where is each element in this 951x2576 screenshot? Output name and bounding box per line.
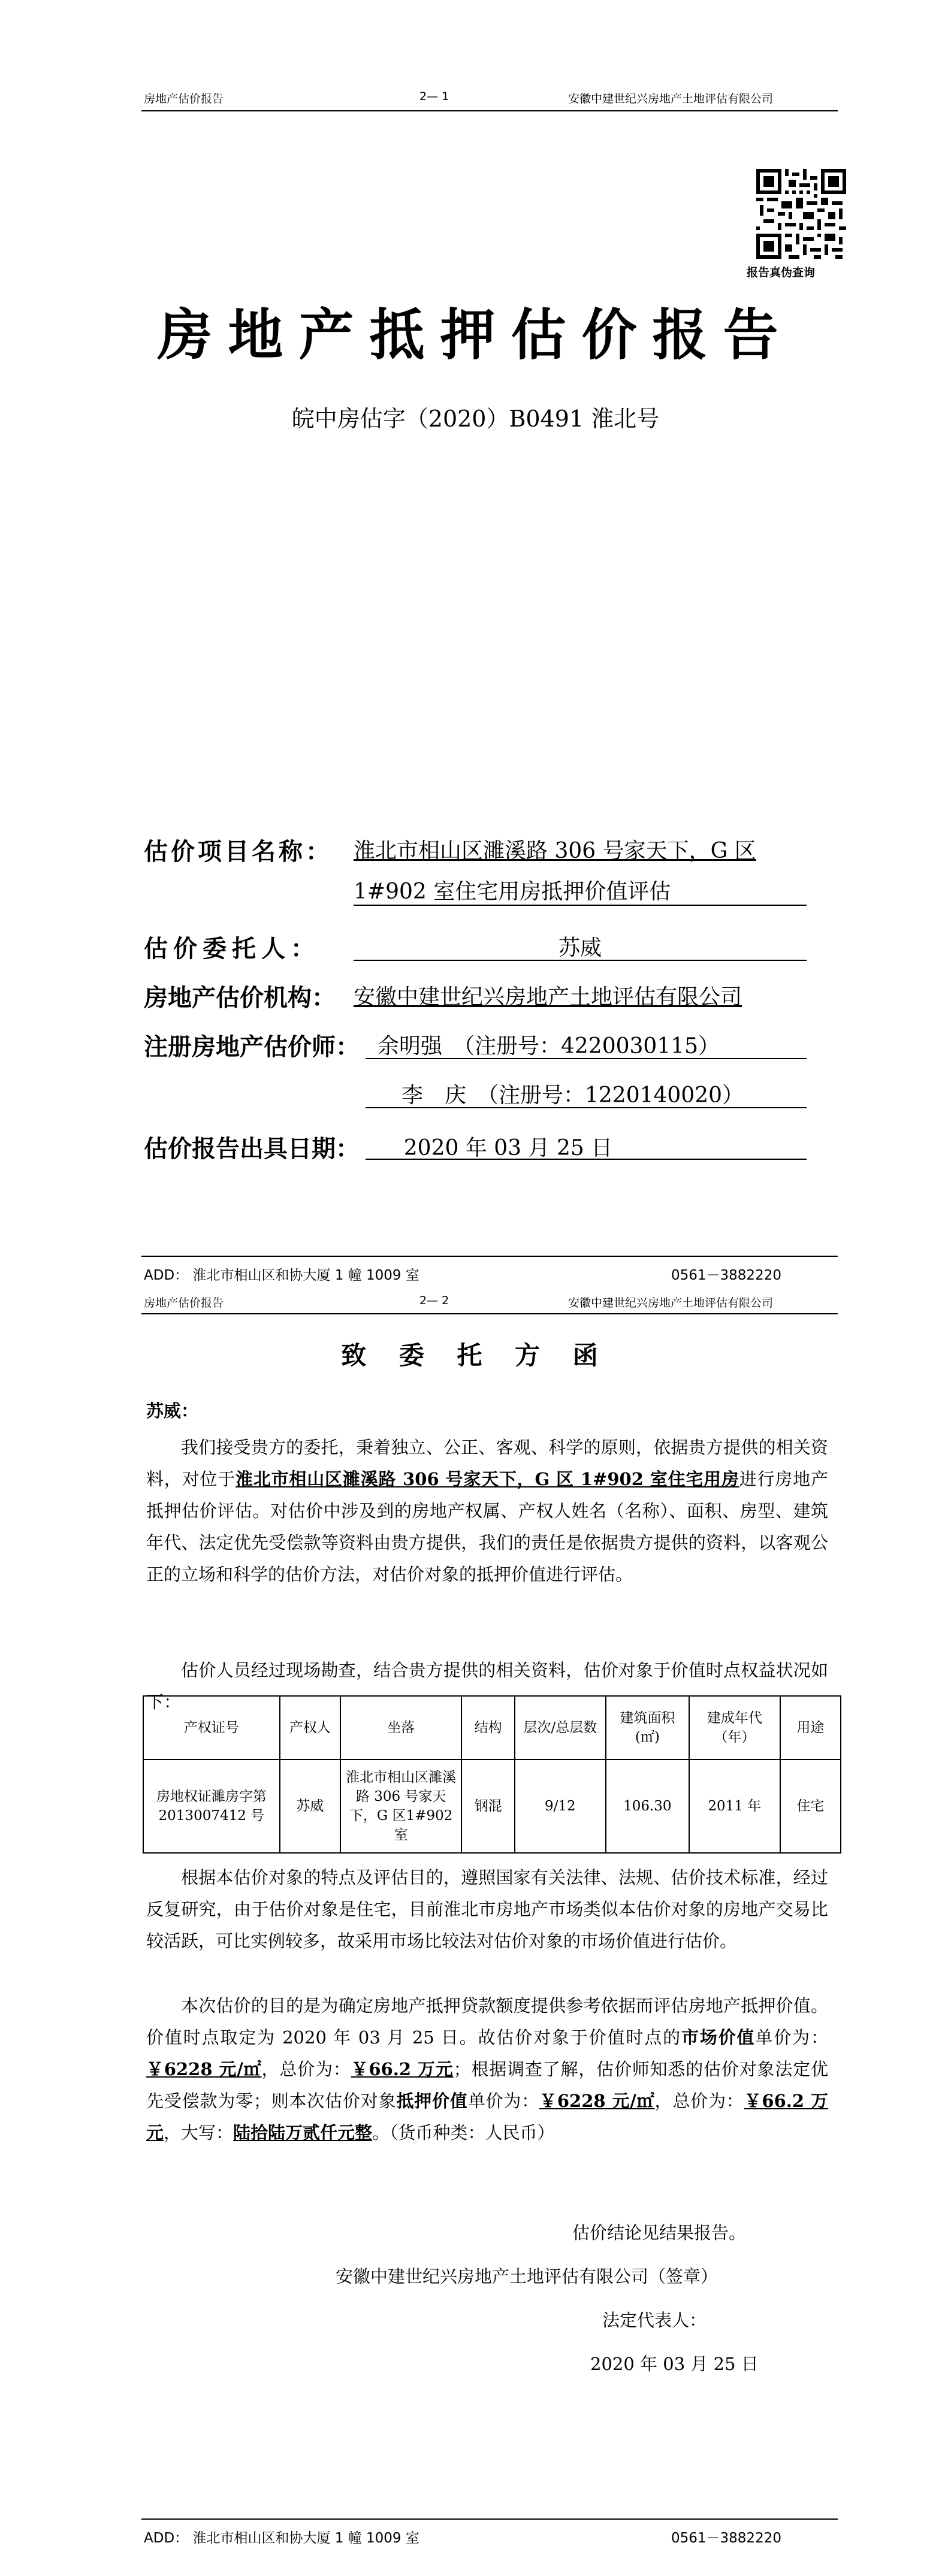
property-address-emphasis: 淮北市相山区濉溪路 306 号家天下，G 区 1#902 室住宅用房 [236,1469,739,1489]
agency-value: 安徽中建世纪兴房地产土地评估有限公司 [354,985,742,1009]
page1-header-left: 房地产估价报告 [144,92,224,105]
table-header: 层次/总层数 [515,1696,606,1759]
qr-code-icon [756,169,846,259]
table-row [143,1759,841,1853]
appraiser-label: 注册房地产估价师： [144,1033,360,1061]
appraiser-1-underline [366,1058,807,1059]
page1-header-page-number: 2— 1 [419,90,449,103]
page1-header-right: 安徽中建世纪兴房地产土地评估有限公司 [568,92,774,105]
page2-header-right: 安徽中建世纪兴房地产土地评估有限公司 [568,1296,774,1310]
table-cell: 房地权证濉房字第2013007412 号 [143,1759,280,1853]
project-name-label: 估价项目名称： [144,837,333,866]
page2-footer-phone: 0561－3882220 [671,2530,781,2546]
table-header-row [143,1696,841,1759]
table-header: 产权人 [280,1696,340,1759]
table-header: 坐落 [340,1696,461,1759]
para4-text-e: ，总价为： [261,2059,351,2079]
closing-date: 2020 年 03 月 25 日 [590,2354,759,2374]
closing-line-1: 估价结论见结果报告。 [572,2223,747,2243]
table-header: 产权证号 [143,1696,280,1759]
table-header: 建成年代（年） [689,1696,780,1759]
project-name-underline [354,905,807,906]
para4-text-c: 单价为： [755,2027,828,2048]
project-name-value-line1: 淮北市相山区濉溪路 306 号家天下，G 区 [354,839,756,863]
property-rights-table [143,1695,841,1854]
report-date-underline [366,1159,807,1160]
mortgage-value-label: 抵押价值 [396,2091,468,2111]
report-date-value: 2020 年 03 月 25 日 [403,1136,613,1160]
page1-footer-rule [141,1256,838,1257]
mortgage-total-price: ￥66.2 万元 [146,2091,828,2143]
appraiser-2-underline [366,1107,807,1108]
table-cell: 淮北市相山区濉溪路 306 号家天下，G 区1#902 室 [340,1759,461,1853]
project-name-value-line2: 1#902 室住宅用房抵押价值评估 [354,879,671,904]
report-date-label: 估价报告出具日期： [144,1135,360,1163]
page2-footer-rule [141,2518,838,2520]
agency-label: 房地产估价机构： [144,984,336,1012]
letter-paragraph-3: 根据本估价对象的特点及评估目的，遵照国家有关法律、法规、估价技术标准，经过反复研究，由于估价对象是住宅，目前淮北市房地产市场类似本估价对象的房地产交易比较活跃，可比实例较多，故采用市场比较法对估价对象的市场价值进行估价。 [146,1867,828,1951]
para4-text-a: 本次估价的目的是为确定房地产抵押贷款额度提供参考依据而评估房地产抵押价值。价值时点取定为 2020 年 03 月 25 日。故估价对象于价值时点的 [146,1996,828,2048]
table-cell: 苏威 [280,1759,340,1853]
table-header: 建筑面积(㎡) [606,1696,689,1759]
market-total-price: ￥66.2 万元 [351,2059,454,2079]
closing-line-3: 法定代表人： [602,2310,707,2330]
letter-paragraph-1 [146,1432,828,1591]
amount-in-words: 陆拾陆万贰仟元整 [233,2123,373,2143]
para4-text-g: ；根据调查了解，估价师知悉的估价对象法定优先受偿款为零；则本次估价对象 [146,2059,828,2111]
table-cell: 106.30 [606,1759,689,1853]
report-number: 皖中房估字（2020）B0491 淮北号 [291,406,660,432]
table-cell: 9/12 [515,1759,606,1853]
page1-footer-phone: 0561－3882220 [671,1268,781,1283]
table-cell: 钢混 [461,1759,515,1853]
client-value: 苏威 [558,936,602,960]
letter-paragraph-4 [146,1990,828,2149]
para4-text-o: 。（货币种类：人民币） [372,2123,555,2143]
closing-line-2: 安徽中建世纪兴房地产土地评估有限公司（签章） [336,2266,718,2287]
qr-caption: 报告真伪查询 [747,266,816,279]
salutation: 苏威： [146,1401,199,1421]
para1-text-c: 进行房地产抵押估价评估。对估价中涉及到的房地产权属、产权人姓名（名称）、面积、房型、建筑年代、法定优先受偿款等资料由贵方提供，我们的责任是依据贵方提供的资料，以客观公正的立场和科学的估价方法，对估价对象的抵押价值进行评估。 [146,1469,828,1585]
appraiser-2: 李 庆 （注册号：1220140020） [401,1083,744,1108]
table-header: 用途 [780,1696,841,1759]
letter-paragraph-2: 估价人员经过现场勘查，结合贵方提供的相关资料，估价对象于价值时点权益状况如下： [146,1660,828,1712]
para4-text-k: ，总价为： [654,2091,744,2111]
para1-text-a: 我们接受贵方的委托，秉着独立、公正、客观、科学的原则，依据贵方提供的相关资料，对位于 [146,1437,828,1489]
mortgage-unit-price: ￥6228 元/㎡ [539,2091,655,2111]
appraiser-1: 余明强 （注册号：4220030115） [378,1034,720,1059]
page2-footer-address: ADD： 淮北市相山区和协大厦 1 幢 1009 室 [144,2530,419,2546]
table-cell: 2011 年 [689,1759,780,1853]
client-underline [354,960,807,961]
page2-header-page-number: 2— 2 [419,1294,449,1307]
letter-title: 致 委 托 方 函 [341,1341,610,1370]
report-title: 房地产抵押估价报告 [157,303,794,367]
table-cell: 住宅 [780,1759,841,1853]
market-unit-price: ￥6228 元/㎡ [146,2059,262,2079]
table-header: 结构 [461,1696,515,1759]
client-label: 估价委托人： [144,935,320,963]
para4-text-i: 单价为： [467,2091,540,2111]
page1-footer-address: ADD： 淮北市相山区和协大厦 1 幢 1009 室 [144,1268,419,1283]
para4-text-m: ，大写： [164,2123,234,2143]
page2-header-left: 房地产估价报告 [144,1296,224,1310]
market-value-label: 市场价值 [681,2027,756,2048]
page1-header-rule [141,110,838,111]
page2-header-rule [141,1313,838,1314]
